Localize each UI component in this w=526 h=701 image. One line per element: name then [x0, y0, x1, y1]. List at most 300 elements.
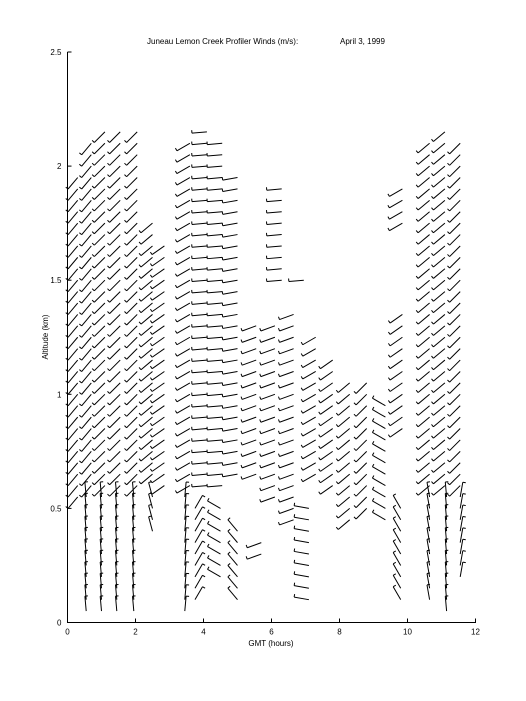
wind-barb: [79, 326, 91, 337]
wind-barb: [208, 555, 221, 565]
wind-barb: [79, 383, 91, 394]
wind-barb: [319, 383, 333, 392]
wind-barb: [192, 381, 207, 384]
wind-barb: [372, 487, 385, 497]
wind-barb: [222, 211, 237, 214]
wind-barb: [431, 440, 444, 450]
wind-barb: [372, 464, 385, 474]
wind-barb: [207, 336, 222, 339]
wind-barb: [447, 440, 460, 451]
wind-barb: [431, 383, 444, 393]
wind-barb: [192, 153, 207, 156]
wind-barb: [192, 313, 207, 316]
wind-barb: [431, 280, 444, 290]
wind-barb: [388, 429, 402, 438]
wind-barb: [294, 548, 309, 554]
wind-barb: [150, 303, 164, 312]
wind-barb: [228, 529, 238, 542]
wind-barb: [139, 440, 152, 450]
wind-barb: [139, 257, 152, 267]
wind-barb: [139, 337, 152, 347]
wind-barb: [150, 440, 164, 449]
wind-barb: [192, 187, 207, 190]
wind-barb: [447, 212, 460, 223]
wind-barb: [416, 440, 429, 450]
wind-barb: [416, 417, 429, 427]
wind-barb: [336, 463, 349, 473]
wind-barb: [301, 360, 315, 368]
wind-barb: [150, 383, 164, 392]
wind-barb: [260, 383, 275, 388]
wind-barb: [124, 371, 137, 382]
wind-barb: [416, 406, 429, 416]
wind-barb: [447, 451, 460, 462]
wind-barb: [319, 394, 333, 403]
wind-barb: [266, 233, 281, 236]
wind-barb: [192, 461, 207, 464]
wind-barb: [431, 371, 444, 381]
wind-barb: [447, 178, 460, 189]
wind-barb: [431, 429, 444, 439]
wind-barb: [139, 360, 152, 370]
wind-barb: [294, 503, 309, 509]
wind-barb: [336, 406, 349, 416]
wind-barb: [92, 189, 105, 200]
wind-barb: [431, 337, 444, 347]
wind-barb: [222, 405, 237, 408]
wind-barb: [431, 394, 444, 404]
wind-barb: [228, 575, 238, 588]
y-tick-label: 2.5: [50, 48, 62, 57]
wind-barb: [241, 383, 256, 388]
wind-barb: [92, 314, 105, 325]
wind-barb: [185, 573, 189, 588]
wind-barb: [372, 510, 385, 520]
wind-barb: [416, 292, 429, 302]
wind-barb: [260, 497, 275, 502]
wind-barb: [207, 461, 222, 464]
wind-barb: [150, 417, 164, 426]
y-tick-label: 1.5: [50, 276, 62, 286]
wind-barb: [431, 257, 444, 267]
wind-barb: [294, 526, 309, 532]
wind-barb: [107, 303, 120, 314]
wind-barb: [79, 463, 91, 474]
wind-barb: [278, 463, 293, 468]
wind-barb: [124, 257, 137, 268]
wind-barb: [185, 585, 189, 600]
wind-barb: [319, 440, 333, 449]
wind-barb: [175, 429, 189, 437]
wind-barb: [416, 269, 429, 279]
y-tick-label: 0.5: [50, 504, 62, 514]
wind-barb: [192, 427, 207, 430]
wind-barb: [175, 189, 189, 197]
wind-barb: [447, 280, 460, 291]
wind-barb: [79, 257, 91, 268]
wind-barb: [92, 178, 105, 189]
wind-barb: [372, 430, 385, 440]
wind-barb: [208, 567, 221, 577]
wind-barb: [107, 486, 120, 497]
wind-barb: [124, 269, 137, 280]
wind-barb: [246, 543, 261, 548]
wind-barb: [139, 303, 152, 313]
wind-barb: [222, 451, 237, 454]
wind-barb: [431, 200, 444, 210]
wind-barb: [278, 371, 293, 376]
wind-barb: [92, 486, 105, 497]
wind-barb: [79, 292, 91, 303]
wind-barb: [447, 143, 460, 154]
wind-barb: [175, 212, 189, 220]
wind-barb: [79, 394, 91, 405]
wind-barb: [124, 280, 137, 291]
wind-barb: [416, 326, 429, 336]
wind-barb: [354, 394, 367, 405]
y-ticks: [50, 48, 71, 628]
wind-barb: [185, 493, 189, 508]
wind-barb: [175, 280, 189, 288]
wind-barb: [416, 349, 429, 359]
wind-barb: [222, 303, 237, 306]
wind-barb: [354, 417, 367, 428]
wind-barb: [447, 257, 460, 268]
wind-barb: [192, 244, 207, 247]
wind-barb: [139, 394, 152, 404]
wind-barb: [241, 326, 256, 331]
wind-barb: [228, 552, 238, 565]
x-tick-label: 6: [269, 627, 274, 637]
wind-barb: [301, 417, 315, 425]
wind-barb: [150, 463, 164, 472]
wind-barb: [266, 221, 281, 224]
wind-barb: [241, 440, 256, 445]
wind-barb: [301, 440, 315, 448]
wind-barb: [107, 212, 120, 223]
wind-barb: [260, 463, 275, 468]
wind-barb: [207, 438, 222, 441]
wind-barb: [150, 394, 164, 403]
wind-barb: [447, 155, 460, 166]
wind-barb: [185, 516, 189, 531]
wind-barb: [447, 166, 460, 177]
wind-barb: [175, 143, 189, 151]
wind-barb: [431, 292, 444, 302]
wind-barb: [124, 303, 137, 314]
wind-barb: [79, 429, 91, 440]
wind-barb: [431, 155, 444, 165]
wind-barb: [354, 508, 367, 519]
wind-barb: [192, 290, 207, 293]
wind-barb: [192, 324, 207, 327]
wind-barb: [207, 244, 222, 247]
wind-barb: [207, 233, 222, 236]
wind-barb: [150, 406, 164, 415]
wind-barb: [79, 235, 91, 246]
wind-barb: [388, 337, 402, 346]
wind-barb: [431, 360, 444, 370]
wind-barb: [354, 463, 367, 474]
wind-barb: [388, 360, 402, 369]
wind-barb: [388, 200, 402, 208]
wind-barb: [124, 143, 137, 154]
wind-barb: [79, 337, 91, 348]
wind-barb: [336, 474, 349, 484]
wind-barb: [416, 451, 429, 461]
wind-barb: [92, 280, 105, 291]
wind-barb: [124, 314, 137, 325]
wind-barb: [294, 594, 309, 600]
wind-barb: [301, 406, 315, 414]
wind-barb: [278, 520, 293, 525]
wind-barb: [92, 143, 105, 154]
wind-barb: [107, 314, 120, 325]
wind-barb: [92, 360, 105, 371]
wind-barb: [447, 326, 460, 337]
wind-barb: [79, 143, 91, 154]
wind-barb: [124, 178, 137, 189]
wind-barb: [372, 498, 385, 508]
wind-barb: [336, 520, 349, 530]
wind-barb: [124, 360, 137, 371]
wind-barb: [175, 451, 189, 459]
wind-barb: [266, 279, 281, 282]
wind-barb: [150, 246, 164, 255]
wind-barb: [192, 484, 207, 487]
wind-barb: [175, 303, 189, 311]
wind-barb: [207, 199, 222, 202]
x-tick-label: 4: [201, 627, 206, 637]
wind-barb: [278, 508, 293, 513]
wind-barb: [222, 246, 237, 249]
wind-barb: [79, 212, 91, 223]
wind-barb: [185, 505, 189, 520]
wind-barb: [447, 189, 460, 200]
wind-barb: [107, 349, 120, 360]
wind-barb: [107, 394, 120, 405]
wind-barb: [447, 349, 460, 360]
wind-barb: [175, 349, 189, 357]
wind-barb: [107, 326, 120, 337]
wind-barb: [139, 269, 152, 279]
wind-barb: [124, 349, 137, 360]
wind-barb: [388, 417, 402, 426]
wind-barb: [175, 155, 189, 163]
wind-barb: [416, 189, 429, 199]
wind-barb: [354, 474, 367, 485]
wind-barb: [79, 314, 91, 325]
wind-barb: [336, 417, 349, 427]
wind-barb: [192, 221, 207, 224]
wind-barb: [228, 586, 238, 599]
wind-barb: [222, 257, 237, 260]
wind-barb: [207, 370, 222, 373]
wind-barb: [447, 235, 460, 246]
wind-barb: [222, 417, 237, 420]
wind-barb: [301, 429, 315, 437]
wind-barb: [92, 223, 105, 234]
wind-barb: [192, 233, 207, 236]
wind-barb: [447, 303, 460, 314]
wind-barb: [92, 292, 105, 303]
wind-barb: [192, 450, 207, 453]
wind-barb: [447, 246, 460, 257]
wind-barb: [192, 415, 207, 418]
wind-barb: [260, 360, 275, 365]
wind-barb: [222, 268, 237, 271]
wind-barb: [92, 349, 105, 360]
wind-barb: [319, 360, 333, 369]
wind-barb: [447, 314, 460, 325]
wind-barb: [207, 324, 222, 327]
wind-barb: [175, 257, 189, 265]
wind-barb: [431, 303, 444, 313]
wind-barb: [150, 451, 164, 460]
wind-barb: [228, 563, 238, 576]
wind-barb: [124, 200, 137, 211]
wind-barb: [260, 326, 275, 331]
wind-barb: [139, 417, 152, 427]
wind-barb: [354, 486, 367, 497]
wind-barb: [79, 246, 91, 257]
wind-barb: [431, 235, 444, 245]
wind-barb: [150, 474, 164, 483]
wind-barb: [124, 326, 137, 337]
wind-barb: [192, 301, 207, 304]
wind-barb: [150, 371, 164, 380]
wind-barb: [139, 326, 152, 336]
wind-barb: [79, 349, 91, 360]
wind-barb: [139, 429, 152, 439]
wind-barb: [192, 210, 207, 213]
x-ticks: [65, 619, 480, 637]
wind-barb: [416, 429, 429, 439]
wind-barb: [416, 200, 429, 210]
wind-barb: [175, 314, 189, 322]
wind-barb: [354, 497, 367, 508]
wind-barb: [431, 463, 444, 473]
wind-barb: [241, 417, 256, 422]
wind-barb: [79, 451, 91, 462]
wind-barb: [207, 256, 222, 259]
wind-barb: [266, 244, 281, 247]
wind-barb: [228, 518, 238, 531]
wind-barb: [278, 486, 293, 491]
wind-barb: [319, 451, 333, 460]
wind-barb: [416, 223, 429, 233]
wind-barb: [278, 314, 293, 319]
wind-barb: [79, 178, 91, 189]
wind-barb: [447, 394, 460, 405]
wind-barb: [241, 474, 256, 479]
wind-barb: [207, 187, 222, 190]
wind-barb: [319, 463, 333, 472]
wind-barb: [207, 164, 222, 167]
wind-barb: [222, 462, 237, 465]
wind-barb: [107, 429, 120, 440]
wind-barb: [222, 360, 237, 363]
wind-barb: [124, 417, 137, 428]
wind-barb: [92, 212, 105, 223]
chart-date: April 3, 1999: [340, 37, 385, 46]
wind-barb: [192, 164, 207, 167]
wind-barb: [207, 142, 222, 145]
wind-barb: [124, 451, 137, 462]
wind-barb: [79, 360, 91, 371]
wind-barb: [354, 440, 367, 451]
wind-barb: [388, 383, 402, 392]
wind-barb: [294, 560, 309, 566]
wind-barb: [79, 406, 91, 417]
wind-barb: [278, 394, 293, 399]
wind-barb: [207, 210, 222, 213]
wind-barb: [431, 223, 444, 233]
wind-barb: [260, 371, 275, 376]
wind-barb: [92, 246, 105, 257]
wind-barb: [107, 269, 120, 280]
wind-barb: [301, 371, 315, 379]
wind-barb: [192, 199, 207, 202]
wind-barb: [241, 337, 256, 342]
wind-barb: [289, 279, 304, 282]
wind-barb: [195, 507, 205, 520]
wind-barb: [260, 474, 275, 479]
wind-barb: [222, 325, 237, 328]
wind-barb: [278, 406, 293, 411]
wind-barb: [319, 474, 333, 483]
wind-barb: [278, 497, 293, 502]
wind-barb: [388, 189, 402, 197]
wind-barb: [79, 417, 91, 428]
wind-barb: [447, 474, 460, 485]
wind-barb: [222, 348, 237, 351]
wind-barb: [222, 440, 237, 443]
wind-barb: [447, 269, 460, 280]
wind-barb: [107, 280, 120, 291]
wind-barb: [79, 280, 91, 291]
wind-barb: [319, 417, 333, 426]
wind-barb: [175, 417, 189, 425]
wind-barb: [431, 474, 444, 484]
wind-barb: [207, 393, 222, 396]
wind-barb: [207, 450, 222, 453]
wind-barb: [431, 143, 444, 153]
wind-barb: [150, 280, 164, 289]
wind-barb: [416, 463, 429, 473]
wind-barb: [260, 394, 275, 399]
wind-barb: [92, 257, 105, 268]
wind-barb: [139, 292, 152, 302]
wind-barb: [278, 360, 293, 365]
wind-barb: [336, 440, 349, 450]
wind-barb: [92, 155, 105, 166]
wind-barb: [192, 142, 207, 145]
wind-barb: [241, 349, 256, 354]
wind-barb: [192, 393, 207, 396]
wind-barb: [372, 396, 385, 406]
wind-barb: [192, 130, 207, 133]
wind-barb: [107, 440, 120, 451]
wind-barb: [388, 394, 402, 403]
wind-barb: [79, 189, 91, 200]
wind-barb: [192, 358, 207, 361]
wind-barb: [208, 510, 221, 520]
wind-barb: [207, 381, 222, 384]
wind-barb: [301, 474, 315, 482]
wind-barb: [124, 292, 137, 303]
wind-barb: [124, 155, 137, 166]
